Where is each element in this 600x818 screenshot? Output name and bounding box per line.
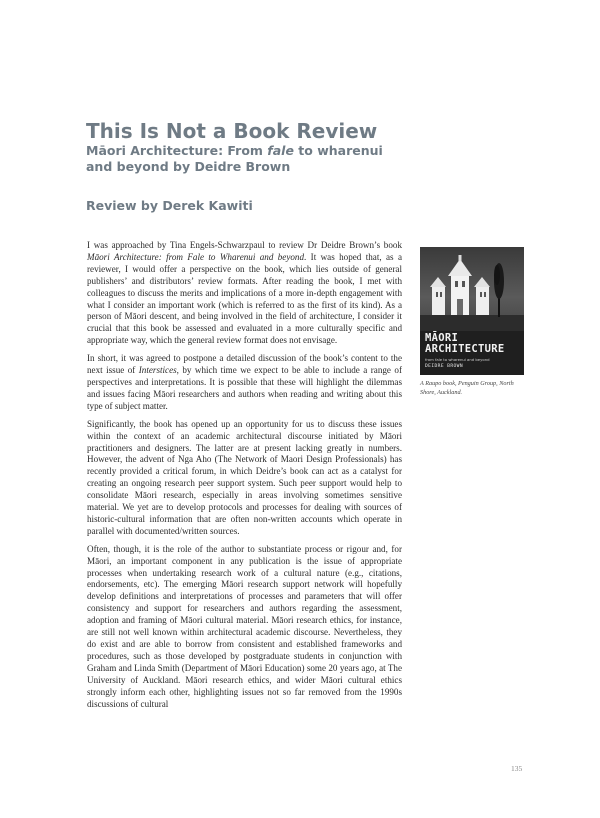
paragraph-text: I was approached by Tina Engels-Schwarzpaul to review Dr Deidre Brown’s book <box>87 240 402 250</box>
paragraph-text: , by which time we expect to be able to include a range of perspectives and interpretations. It is possible that these will highlight the dilemmas and issues facing Māori researchers and authors when reading and writing about this type of subject matter. <box>87 365 402 411</box>
cover-title-line: MĀORI <box>425 332 459 344</box>
page-number: 135 <box>511 764 523 773</box>
paragraph-3: Significantly, the book has opened up an opportunity for us to discuss these issues within the context of an academic architectural discourse initiated by Māori practitioners and designers. The latter are at present lacking greatly in numbers. However, the advent of Nga Aho (The Network of Maori Design Professionals) has recently provided a critical forum, in which Deidre’s book can act as a catalyst for creating an ongoing research peer support system. Such peer support would help to consolidate Māori research, especially in areas involving sometimes sensitive material. We yet are to develop protocols and processes for dealing with sources of historic-cultural information that are often non-written accounts which operate in parallel with documented/written sources. <box>87 418 402 536</box>
article-subtitle <box>86 143 466 175</box>
article-title: This Is Not a Book Review <box>86 119 378 143</box>
paragraph-1 <box>87 240 402 347</box>
book-cover-photo <box>420 247 524 375</box>
review-author: Review by Derek Kawiti <box>86 198 253 213</box>
image-caption: A Raupo book, Penguin Group, North Shore, Auckland. <box>420 380 514 396</box>
paragraph-text: . It was hoped that, as a reviewer, I would offer a perspective on the book, which lies outside of general publishers’ and distributors’ review formats. After reading the book, I met with colleagues to discuss the merits and implications of a more in-depth engagement with what I consider an important work (which is referred to as the first of its kind). As a person of Māori descent, and being involved in the field of architecture, I consider it crucial that this book be assessed and evaluated in a more culturally specific and appropriate way, which the general review format does not envisage. <box>87 251 403 346</box>
paragraph-4: Often, though, it is the role of the author to substantiate process or rigour and, for Māori, an important component in any publication is the issue of appropriate processes when undertaking research work of a cultural nature (e.g., citations, endorsements, etc). The emerging Māori research support network will hopefully develop definitions and interpretations of processes and parameters that will offer consistency and support for researchers and authors regarding the assessment, adoption and framing of Māori cultural material. Māori research ethics, for instance, are still not well known within architectural academic discourse. Nevertheless, they do exist and are able to borrow from consistent and established frameworks and procedures, such as those developed by postgraduate students in conjunction with Graham and Linda Smith (Department of Māori Education) some 20 years ago, at The University of Auckland. Māori research ethics, and wider Māori cultural ethics strongly inform each other, highlighting issues not so far removed from the 1990s discussions of cultural <box>87 543 402 709</box>
subtitle-italic: fale <box>267 143 294 158</box>
cover-title-line: ARCHITECTURE <box>425 343 505 355</box>
paragraph-2 <box>87 353 402 413</box>
subtitle-text: Māori Architecture: From <box>86 143 268 158</box>
cover-title <box>425 333 521 355</box>
subtitle-text: to wharenui <box>293 143 383 158</box>
paragraph-text: In short, it was agreed to postpone a detailed discussion of the book’s content to the next issue of <box>87 353 402 376</box>
book-cover-image <box>420 247 524 375</box>
journal-title-italic: Interstices <box>138 365 177 376</box>
subtitle-line-1 <box>86 143 466 159</box>
article-body <box>87 240 402 716</box>
cover-subtitle: from fale to wharenui and beyond <box>425 357 490 362</box>
book-title-italic: Māori Architecture: from Fale to Wharenui and beyond <box>87 251 305 262</box>
cover-author: DEIDRE BROWN <box>425 364 463 369</box>
subtitle-line-2: and beyond by Deidre Brown <box>86 159 291 174</box>
